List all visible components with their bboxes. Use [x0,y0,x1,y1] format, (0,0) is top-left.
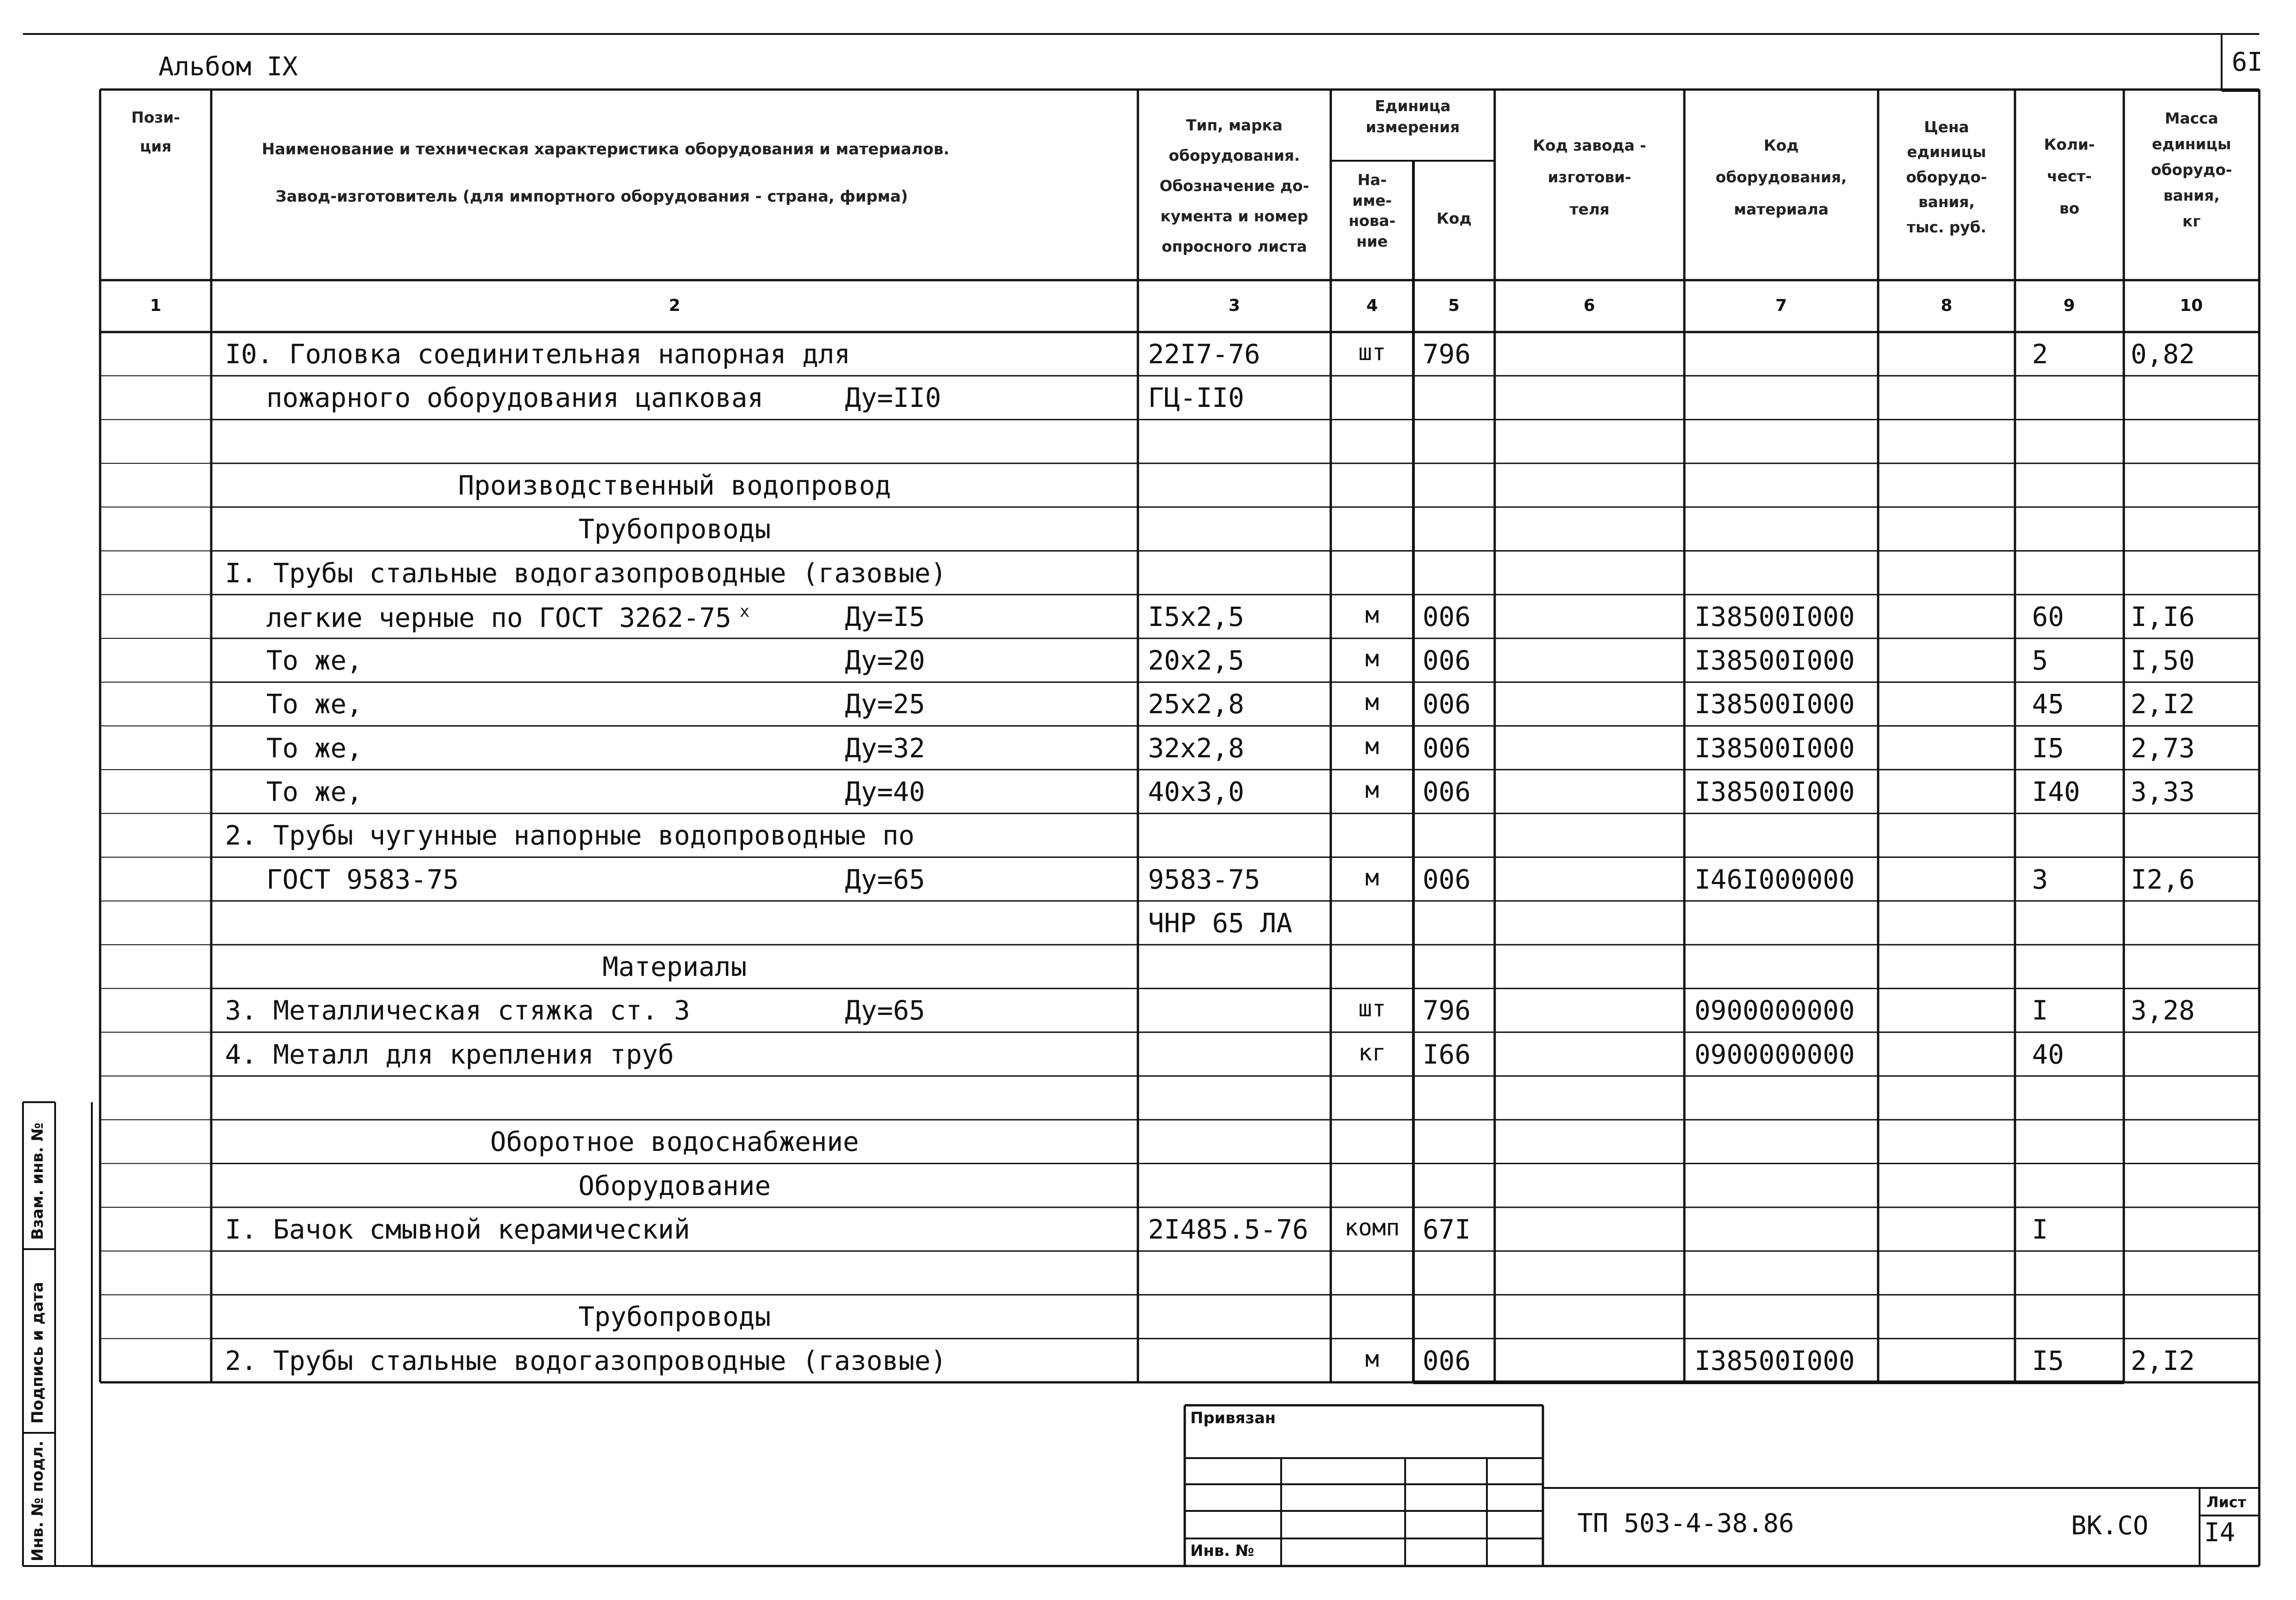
album-label: Альбом IX [158,52,298,82]
header-unit-code: Код [1436,209,1472,227]
row-unit-code: 796 [1423,338,1471,370]
row-name: Трубопроводы [578,1301,771,1333]
row-name: Оборудование [578,1170,771,1201]
header-factory-code: Код завода - изготови- теля [1533,136,1646,218]
row-unit-code: 67I [1423,1213,1471,1245]
header-name-line2: Завод-изготовитель (для импортного оборудования - страна, фирма) [276,187,908,206]
row-type: 25x2,8 [1148,688,1244,720]
row-nominal-diameter: Ду=20 [845,645,925,676]
row-unit: шт [1358,995,1386,1022]
header-position: Пози- ция [131,108,180,155]
row-type: 2I485.5-76 [1148,1213,1309,1245]
side-label-replace-inv: Взам. инв. № [28,1122,47,1240]
row-mass: 2,73 [2131,732,2195,764]
row-unit: кг [1358,1039,1386,1066]
header-name-line1: Наименование и техническая характеристика оборудования и материалов. [262,140,950,158]
row-quantity: 3 [2032,863,2048,895]
page-number: 6I [2232,47,2263,77]
row-mass: 0,82 [2131,338,2195,370]
row-type: 32x2,8 [1148,732,1244,764]
row-nominal-diameter: Ду=25 [845,688,925,720]
column-number: 7 [1775,296,1787,315]
row-name: пожарного оборудования цапковая [266,382,764,414]
row-unit-code: 006 [1423,776,1471,807]
row-type: ГЦ-II0 [1148,382,1244,414]
row-name: 4. Металл для крепления труб [225,1038,674,1070]
row-quantity: I [2032,995,2048,1026]
column-number: 2 [669,296,681,315]
row-mass: 3,28 [2131,995,2195,1026]
row-quantity: 5 [2032,645,2048,676]
row-unit: м [1365,601,1379,628]
row-unit-code: 006 [1423,732,1471,764]
row-unit-code: 006 [1423,645,1471,676]
row-material-code: I38500I000 [1694,645,1855,676]
row-quantity: 40 [2032,1038,2064,1070]
row-nominal-diameter: Ду=65 [845,863,925,895]
row-material-code: 0900000000 [1694,1038,1855,1070]
row-unit-code: 006 [1423,601,1471,632]
row-quantity: 60 [2032,601,2064,632]
header-price: Цена единицы оборудо- вания, тыс. руб. [1906,118,1987,236]
row-type: 9583-75 [1148,863,1261,895]
header-equipment-code: Код оборудования, материала [1716,136,1847,218]
row-material-code: I38500I000 [1694,732,1855,764]
row-unit-code: 006 [1423,863,1471,895]
row-material-code: I46I000000 [1694,863,1855,895]
stamp-inv: Инв. № [1190,1542,1255,1560]
row-name: Оборотное водоснабжение [490,1126,859,1158]
row-name: То же, [266,688,363,720]
row-unit: м [1365,689,1379,716]
column-number: 1 [150,296,162,315]
row-unit: м [1365,776,1379,803]
stamp-sheet-label: Лист [2206,1493,2246,1511]
row-mass: I2,6 [2131,863,2195,895]
row-material-code: I38500I000 [1694,776,1855,807]
row-material-code: 0900000000 [1694,995,1855,1026]
row-quantity: I5 [2032,732,2064,764]
header-unit-name: На- име- нова- ние [1348,171,1396,250]
row-unit: м [1365,1345,1379,1372]
row-name: Трубопроводы [578,513,771,545]
row-name: 2. Трубы стальные водогазопроводные (газовые) [225,1345,947,1376]
header-quantity: Коли- чест- во [2044,135,2095,217]
row-mass: I,50 [2131,645,2195,676]
row-mass: 3,33 [2131,776,2195,807]
header-unit: Единица измерения [1366,97,1460,136]
row-name: ГОСТ 9583-75 [266,863,459,895]
row-material-code: I38500I000 [1694,1345,1855,1376]
row-name: I. Трубы стальные водогазопроводные (газовые) [225,557,947,589]
row-type: I5x2,5 [1148,601,1244,632]
row-unit: м [1365,864,1379,891]
row-name: Производственный водопровод [458,469,891,501]
row-unit-code: 796 [1423,995,1471,1026]
column-number: 4 [1366,296,1378,315]
row-mass: I,I6 [2131,601,2195,632]
row-type: 20x2,5 [1148,645,1244,676]
row-unit-code: 006 [1423,688,1471,720]
side-label-signature-date: Подпись и дата [28,1282,47,1424]
row-unit: комп [1344,1214,1400,1241]
stamp-section: ВК.СО [2071,1511,2149,1541]
row-name: легкие черные по ГОСТ 3262-75 $^x$ [266,602,750,633]
row-quantity: 2 [2032,338,2048,370]
row-nominal-diameter: Ду=40 [845,776,925,807]
stamp-doc-code: ТП 503-4-38.86 [1577,1509,1795,1538]
row-name: То же, [266,776,363,807]
row-mass: 2,I2 [2131,1345,2195,1376]
row-material-code: I38500I000 [1694,601,1855,632]
stamp-bound: Привязан [1190,1409,1276,1427]
row-type: 22I7-76 [1148,338,1261,370]
column-number: 8 [1941,296,1953,315]
row-quantity: I [2032,1213,2048,1245]
column-number: 6 [1583,296,1595,315]
row-name: 3. Металлическая стяжка ст. 3 [225,995,690,1026]
row-type: ЧНР 65 ЛА [1148,907,1293,939]
row-unit: м [1365,732,1379,760]
stamp-sheet-number: I4 [2204,1518,2235,1548]
row-nominal-diameter: Ду=32 [845,732,925,764]
column-number: 9 [2063,296,2075,315]
row-name: То же, [266,732,363,764]
row-quantity: I40 [2032,776,2080,807]
row-unit: шт [1358,339,1386,366]
row-name: I0. Головка соединительная напорная для [225,338,850,370]
row-unit-code: I66 [1423,1038,1471,1070]
row-material-code: I38500I000 [1694,688,1855,720]
column-number: 3 [1228,296,1240,315]
header-mass: Масса единицы оборудо- вания, кг [2151,109,2232,231]
row-unit: м [1365,645,1379,672]
row-unit-code: 006 [1423,1345,1471,1376]
row-name: I. Бачок смывной керамический [225,1213,690,1245]
row-nominal-diameter: Ду=II0 [845,382,941,414]
row-name-superscript: x [739,602,750,621]
row-quantity: I5 [2032,1345,2064,1376]
row-mass: 2,I2 [2131,688,2195,720]
row-name: То же, [266,645,363,676]
row-name: Материалы [602,951,747,983]
header-type: Тип, марка оборудования. Обозначение до- кумента и номер опросного листа [1159,116,1309,255]
column-number: 5 [1448,296,1460,315]
row-type: 40x3,0 [1148,776,1244,807]
row-nominal-diameter: Ду=65 [845,995,925,1026]
column-number: 10 [2179,296,2203,315]
row-name: 2. Трубы чугунные напорные водопроводные по [225,820,915,851]
row-quantity: 45 [2032,688,2064,720]
side-label-original-inv: Инв. № подл. [28,1440,47,1561]
row-nominal-diameter: Ду=I5 [845,601,925,632]
